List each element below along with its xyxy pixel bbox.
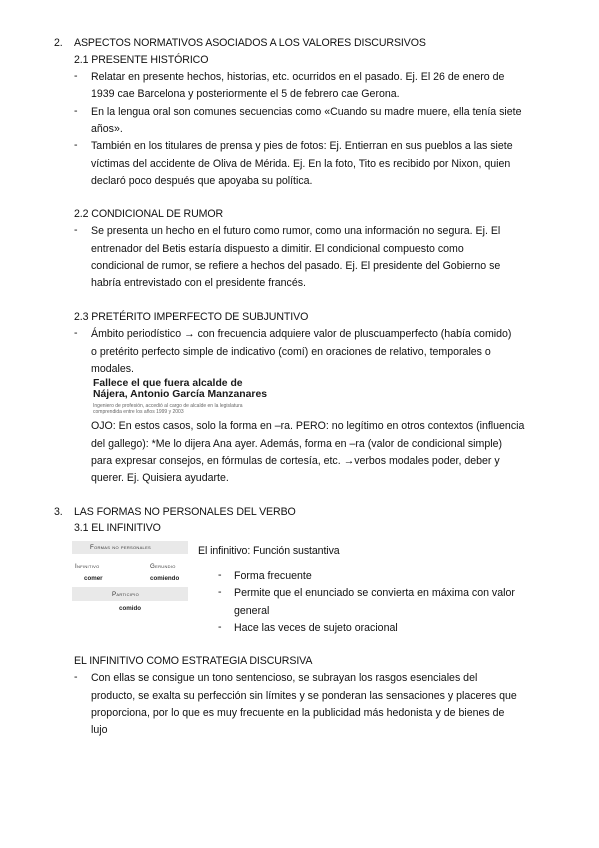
infinitive-caption: El infinitivo: Función sustantiva xyxy=(198,545,340,557)
bullet-dash: - xyxy=(218,586,222,598)
section-3-title: LAS FORMAS NO PERSONALES DEL VERBO xyxy=(74,506,296,518)
bullet-dash: - xyxy=(74,139,78,151)
strategy-title: EL INFINITIVO COMO ESTRATEGIA DISCURSIVA xyxy=(74,655,313,667)
participio-value: comido xyxy=(119,605,142,612)
list-item-line: Con ellas se consigue un tono sentencioso, se subrayan los rasgos esenciales del xyxy=(91,672,478,684)
gerundio-value: comiendo xyxy=(150,575,180,582)
verb-forms-table-image xyxy=(72,541,188,621)
list-item-line: modales. xyxy=(91,363,134,375)
section-3-number: 3. xyxy=(54,506,63,518)
section-2-title: ASPECTOS NORMATIVOS ASOCIADOS A LOS VALORES DISCURSIVOS xyxy=(74,37,426,49)
subsection-3-1-title: 3.1 EL INFINITIVO xyxy=(74,522,161,534)
bullet-dash: - xyxy=(74,671,78,683)
table-header: Formas no personales xyxy=(90,544,152,551)
clipping-headline-line: Fallece el que fuera alcalde de xyxy=(93,378,243,389)
list-item-line: Relatar en presente hechos, historias, etc. ocurridos en el pasado. Ej. El 26 de enero de xyxy=(91,71,505,83)
list-item-line: años». xyxy=(91,123,123,135)
note-line: querer. Ej. Quisiera ayudarte. xyxy=(91,472,229,484)
list-item-line: Hace las veces de sujeto oracional xyxy=(234,622,398,634)
list-item-line: general xyxy=(234,605,270,617)
list-item-line: proporciona, por lo que es muy frecuente en la publicidad más hedonista y de bienes de xyxy=(91,707,505,719)
note-line: para expresar consejos, en fórmulas de cortesía, etc. →verbos modales poder, deber y xyxy=(91,455,500,467)
clipping-headline-line: Nájera, Antonio García Manzanares xyxy=(93,389,268,400)
bullet-dash: - xyxy=(218,621,222,633)
list-item-line: entrenador del Betis estaría dispuesto a dimitir. El condicional compuesto como xyxy=(91,243,464,255)
list-item-line: Ámbito periodístico → con frecuencia adquiere valor de pluscuamperfecto (había comido) xyxy=(91,328,512,340)
infinitivo-label: Infinitivo xyxy=(75,563,100,570)
note-line: del gallego): *Me lo dijera Ana ayer. Además, forma en –ra (valor de condicional simple) xyxy=(91,438,503,450)
newspaper-clipping-image xyxy=(93,378,283,418)
bullet-dash: - xyxy=(74,224,78,236)
list-item-line: habría entrevistado con el presidente francés. xyxy=(91,277,306,289)
list-item-line: víctimas del accidente de Oliva de Mérida. Ej. En la foto, Tito es recibido por Nixon, quien xyxy=(91,158,511,170)
bullet-dash: - xyxy=(218,569,222,581)
infinitivo-value: comer xyxy=(84,575,103,582)
list-item-line: lujo xyxy=(91,724,108,736)
subsection-2-2-title: 2.2 CONDICIONAL DE RUMOR xyxy=(74,208,224,220)
list-item-line: declaró poco después que apoyaba su política. xyxy=(91,175,313,187)
bullet-dash: - xyxy=(74,70,78,82)
list-item-line: También en los titulares de prensa y pies de fotos: Ej. Entierran en sus pueblos a las siete xyxy=(91,140,513,152)
bullet-dash: - xyxy=(74,327,78,339)
clipping-subtitle-line: comprendida entre los años 1999 y 2003 xyxy=(93,409,184,415)
list-item-line: Forma frecuente xyxy=(234,570,312,582)
subsection-2-1-title: 2.1 PRESENTE HISTÓRICO xyxy=(74,54,209,66)
list-item-line: o pretérito perfecto simple de indicativo (comí) en oraciones de relativo, temporales o xyxy=(91,346,491,358)
list-item-line: 1939 cae Barcelona y posteriormente el 5 de febrero cae Gerona. xyxy=(91,88,400,100)
section-2-number: 2. xyxy=(54,37,63,49)
note-line: OJO: En estos casos, solo la forma en –ra. PERO: no legítimo en otros contextos (influencia xyxy=(91,420,525,432)
list-item-line: producto, se exalta su perfección sin límites y se ponderan las sensaciones y placeres que xyxy=(91,690,517,702)
list-item-line: En la lengua oral son comunes secuencias como «Cuando su madre muere, ella tenía siete xyxy=(91,106,522,118)
list-item-line: Se presenta un hecho en el futuro como rumor, como una información no segura. Ej. El xyxy=(91,225,501,237)
subsection-2-3-title: 2.3 PRETÉRITO IMPERFECTO DE SUBJUNTIVO xyxy=(74,311,309,323)
bullet-dash: - xyxy=(74,105,78,117)
gerundio-label: Gerundio xyxy=(150,563,176,570)
list-item-line: condicional de rumor, se refiere a hechos del pasado. Ej. El presidente del Gobierno se xyxy=(91,260,501,272)
participio-label: Participio xyxy=(112,591,140,598)
clipping-subtitle-line: Ingeniero de profesión, accedió al cargo de alcalde en la legislatura xyxy=(93,403,243,409)
list-item-line: Permite que el enunciado se convierta en máxima con valor xyxy=(234,587,515,599)
